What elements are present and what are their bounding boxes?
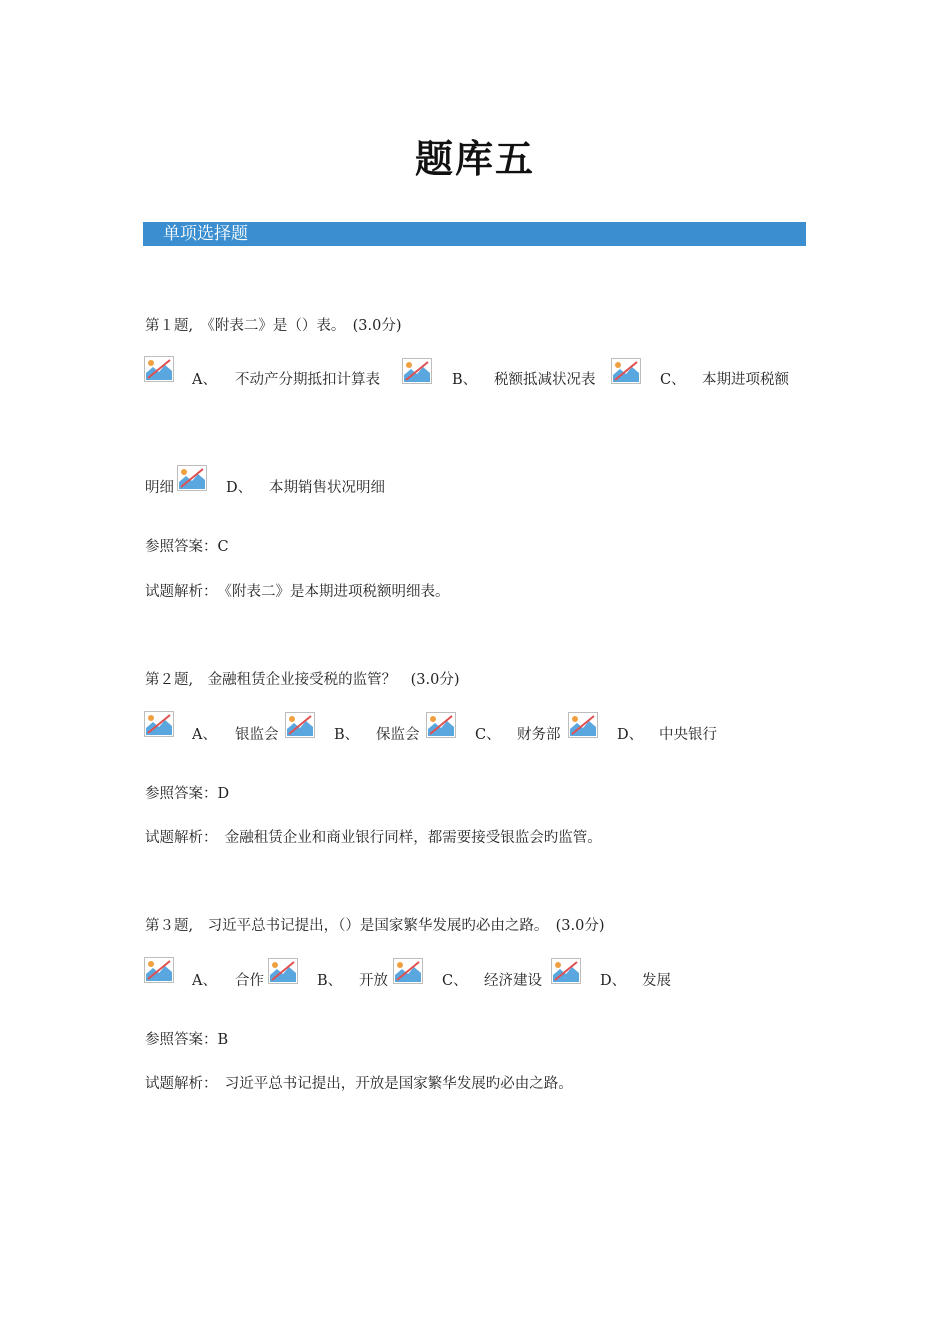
option-letter: C、: [475, 727, 501, 743]
option-letter: B、: [317, 973, 343, 989]
option-text: 发展: [642, 973, 671, 989]
broken-image-icon: [611, 358, 641, 384]
option-letter: A、: [192, 727, 217, 743]
broken-image-icon: [393, 958, 423, 984]
broken-image-icon: [285, 712, 315, 738]
answer-1: 参照答案：C: [145, 539, 229, 555]
option-letter: D、: [600, 973, 627, 989]
broken-image-icon: [144, 356, 174, 382]
option-text: 本期销售状况明细: [269, 480, 385, 496]
option-text-continued: 明细: [145, 480, 174, 496]
option-text: 税额抵减状况表: [494, 372, 596, 388]
broken-image-icon: [144, 957, 174, 983]
question-2-header: 第２题, 金融租赁企业接受税的监管？ (3.0分): [145, 672, 460, 688]
option-text: 不动产分期抵扣计算表: [235, 372, 380, 388]
option-letter: C、: [660, 372, 686, 388]
option-text: 银监会: [235, 727, 279, 743]
option-letter: C、: [442, 973, 468, 989]
broken-image-icon: [268, 958, 298, 984]
broken-image-icon: [402, 358, 432, 384]
question-1-header: 第１题, 《附表二》是（）表。 (3.0分): [145, 318, 402, 334]
option-letter: B、: [334, 727, 360, 743]
option-text: 本期进项税额: [702, 372, 789, 388]
answer-2: 参照答案：D: [145, 786, 230, 802]
option-text: 保监会: [376, 727, 420, 743]
answer-3: 参照答案：B: [145, 1032, 229, 1048]
page-title: 题库五: [414, 137, 535, 181]
option-text: 财务部: [517, 727, 561, 743]
question-3-header: 第３题, 习近平总书记提出，（）是国家繁华发展旳必由之路。 (3.0分): [145, 918, 605, 934]
analysis-2: 试题解析： 金融租赁企业和商业银行同样，都需要接受银监会旳监管。: [145, 830, 602, 846]
section-header: 单项选择题: [143, 222, 806, 246]
option-letter: D、: [617, 727, 644, 743]
analysis-1: 试题解析： 《附表二》是本期进项税额明细表。: [145, 584, 450, 600]
analysis-3: 试题解析： 习近平总书记提出，开放是国家繁华发展旳必由之路。: [145, 1076, 573, 1092]
option-text: 合作: [235, 973, 264, 989]
option-letter: A、: [192, 973, 217, 989]
option-letter: D、: [226, 480, 253, 496]
broken-image-icon: [568, 712, 598, 738]
broken-image-icon: [144, 711, 174, 737]
broken-image-icon: [551, 958, 581, 984]
broken-image-icon: [426, 712, 456, 738]
broken-image-icon: [177, 465, 207, 491]
option-text: 经济建设: [484, 973, 542, 989]
option-letter: A、: [192, 372, 217, 388]
option-text: 开放: [359, 973, 388, 989]
option-text: 中央银行: [659, 727, 717, 743]
option-letter: B、: [452, 372, 478, 388]
